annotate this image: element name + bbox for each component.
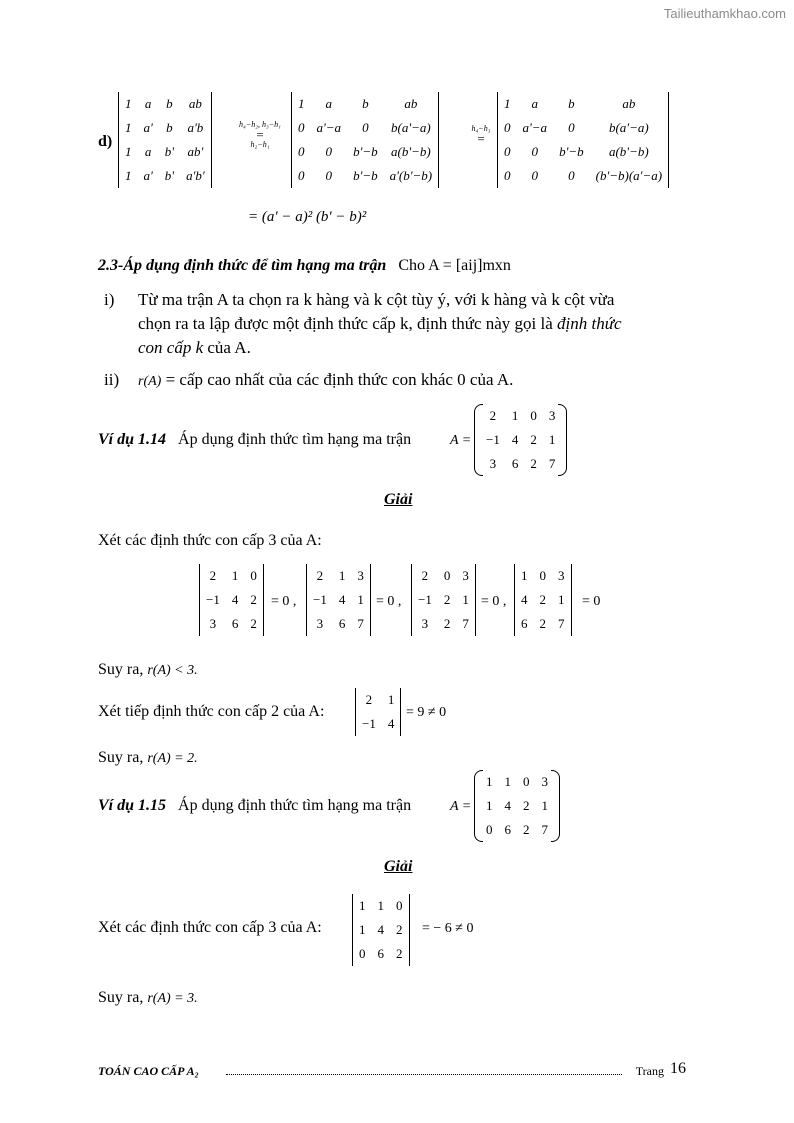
matrix-cell: 0 bbox=[504, 144, 511, 159]
ex14-matrix-table bbox=[480, 404, 561, 476]
footer bbox=[98, 1060, 686, 1079]
matrix-cell: 1 bbox=[511, 408, 519, 423]
matrix-cell: 2 bbox=[523, 822, 530, 837]
matrix-cell: 2 bbox=[530, 456, 537, 471]
matrix-cell: −1 bbox=[206, 592, 220, 607]
matrix-cell: 1 bbox=[125, 120, 132, 135]
matrix-def: Cho A = [aij]mxn bbox=[398, 257, 511, 274]
ex14-conclusion-2 bbox=[98, 748, 198, 769]
matrix-cell: 0 bbox=[298, 120, 305, 135]
matrix-cell: 7 bbox=[541, 822, 548, 837]
ex15-suy-math: r(A) = 3. bbox=[147, 991, 198, 1006]
ex15-lhs: A = bbox=[450, 799, 472, 814]
matrix-cell: b'−b bbox=[353, 168, 378, 183]
matrix-cell: 1 bbox=[377, 898, 384, 913]
matrix-cell: 6 bbox=[338, 616, 346, 631]
ex14-conclusion-1 bbox=[98, 660, 198, 681]
matrix-cell: 0 bbox=[396, 898, 403, 913]
matrix-cell: 6 bbox=[521, 616, 528, 631]
footer-dots bbox=[226, 1074, 622, 1075]
matrix-cell: b bbox=[568, 96, 575, 111]
matrix-cell: 1 bbox=[486, 774, 493, 789]
ex15-matrix-table bbox=[480, 770, 554, 842]
matrix-cell: 4 bbox=[377, 922, 384, 937]
paren-left bbox=[474, 404, 483, 476]
matrix-cell: 0 bbox=[523, 774, 530, 789]
matrix-cell: b(a'−a) bbox=[391, 120, 431, 135]
matrix-cell: 0 bbox=[486, 822, 493, 837]
matrix-cell: −1 bbox=[362, 716, 376, 731]
matrix-cell: 2 bbox=[316, 568, 324, 583]
matrix-cell: 2 bbox=[443, 616, 451, 631]
row-op-1-bot: h₂−h₁ bbox=[250, 140, 270, 149]
item-ii-num: ii) bbox=[104, 370, 120, 389]
matrix-cell: 4 bbox=[387, 716, 395, 731]
matrix-cell: 3 bbox=[462, 568, 469, 583]
matrix-cell: 0 bbox=[531, 168, 539, 183]
matrix-cell: 3 bbox=[489, 456, 497, 471]
matrix-cell: b' bbox=[164, 144, 175, 159]
ex15-conclusion bbox=[98, 988, 198, 1009]
ex14-line1: Xét các định thức con cấp 3 của A: bbox=[98, 532, 322, 549]
matrix-cell: 7 bbox=[558, 616, 565, 631]
part-d-result: = (a' − a)² (b' − b)² bbox=[248, 209, 367, 225]
matrix-cell: 1 bbox=[504, 96, 511, 111]
item-i-num: i) bbox=[104, 290, 115, 309]
matrix-cell: 3 bbox=[541, 774, 548, 789]
matrix-cell: ab' bbox=[187, 144, 204, 159]
det-d2 bbox=[291, 92, 439, 188]
ex14-solution-title: Giải bbox=[384, 491, 413, 508]
ex15-det-table bbox=[352, 894, 410, 966]
matrix-cell: 6 bbox=[511, 456, 519, 471]
matrix-cell: 1 bbox=[125, 168, 132, 183]
matrix-cell: 7 bbox=[462, 616, 469, 631]
row-op-1-top: h₄−h₂, h₃−h₁ bbox=[239, 120, 281, 129]
ex14-det-4 bbox=[514, 564, 572, 636]
ex14-suy1-label: Suy ra, bbox=[98, 661, 144, 678]
row-op-2-eq: = bbox=[477, 131, 485, 146]
item-i-term1: định thức bbox=[557, 314, 622, 333]
matrix-cell: 1 bbox=[338, 568, 346, 583]
matrix-cell: 6 bbox=[504, 822, 511, 837]
matrix-cell: 2 bbox=[421, 568, 429, 583]
item-i-line2 bbox=[138, 314, 622, 334]
item-i-term2: con cấp k bbox=[138, 338, 204, 357]
ex14-lhs: A = bbox=[450, 433, 472, 448]
matrix-cell: 3 bbox=[548, 408, 556, 423]
matrix-cell: −1 bbox=[418, 592, 432, 607]
footer-course: TOÁN CAO CẤP A₂ bbox=[98, 1064, 199, 1078]
row-op-2 bbox=[466, 124, 496, 144]
matrix-cell: a'−a bbox=[316, 120, 342, 135]
item-ii-ra: r(A) bbox=[138, 374, 162, 389]
ex14-line bbox=[98, 430, 411, 450]
ex14-eq-3: = 0 , bbox=[481, 594, 507, 609]
matrix-cell: −1 bbox=[313, 592, 327, 607]
matrix-cell: 2 bbox=[250, 616, 257, 631]
item-ii-line bbox=[138, 370, 513, 392]
paren-right bbox=[558, 404, 567, 476]
matrix-cell: 0 bbox=[568, 120, 575, 135]
matrix-cell: 0 bbox=[362, 120, 369, 135]
watermark: Tailieuthamkhao.com bbox=[663, 6, 786, 21]
matrix-cell: a(b'−b) bbox=[608, 144, 649, 159]
item-i-line1: Từ ma trận A ta chọn ra k hàng và k cột tùy ý, với k hàng và k cột vừa bbox=[138, 290, 615, 309]
ex14-line2: Xét tiếp định thức con cấp 2 của A: bbox=[98, 703, 325, 720]
matrix-cell: 1 bbox=[541, 798, 548, 813]
section-title: 2.3-Áp dụng định thức để tìm hạng ma trận bbox=[98, 257, 387, 274]
ex15-matrix bbox=[480, 770, 554, 842]
ex14-det-1 bbox=[199, 564, 264, 636]
row-op-2-text: h₄−h₃ bbox=[471, 124, 491, 133]
matrix-cell: 2 bbox=[396, 922, 403, 937]
matrix-cell: ab bbox=[188, 96, 202, 111]
ex14-suy1-math: r(A) < 3. bbox=[147, 663, 198, 678]
matrix-cell: 3 bbox=[421, 616, 429, 631]
matrix-cell: 2 bbox=[209, 568, 217, 583]
matrix-cell: b'−b bbox=[353, 144, 378, 159]
matrix-cell: ab bbox=[404, 96, 418, 111]
ex14-det2 bbox=[355, 688, 401, 736]
matrix-cell: a' bbox=[143, 168, 153, 183]
matrix-cell: 4 bbox=[231, 592, 239, 607]
matrix-cell: 1 bbox=[357, 592, 364, 607]
matrix-cell: a bbox=[144, 144, 152, 159]
ex15-solution-title: Giải bbox=[384, 858, 413, 875]
footer-page-number: 16 bbox=[670, 1060, 686, 1077]
ex14-suy2-label: Suy ra, bbox=[98, 749, 144, 766]
matrix-cell: 0 bbox=[531, 144, 539, 159]
matrix-cell: 0 bbox=[504, 168, 511, 183]
matrix-cell: 0 bbox=[298, 144, 305, 159]
ex14-det-3 bbox=[411, 564, 476, 636]
footer-page-label: Trang bbox=[635, 1064, 664, 1078]
ex14-det-2-table bbox=[306, 564, 371, 636]
row-op-1-eq: = bbox=[256, 127, 264, 142]
det-d2-table bbox=[291, 92, 439, 188]
matrix-cell: 0 bbox=[359, 946, 366, 961]
matrix-cell: 2 bbox=[530, 432, 537, 447]
matrix-cell: 7 bbox=[548, 456, 556, 471]
ex15-det-value: = − 6 ≠ 0 bbox=[422, 921, 474, 936]
item-i-text: chọn ra ta lập được một định thức cấp k, định thức này gọi là bbox=[138, 314, 553, 333]
det-d1-table bbox=[118, 92, 212, 188]
matrix-cell: 2 bbox=[489, 408, 497, 423]
matrix-cell: (b'−b)(a'−a) bbox=[595, 168, 663, 183]
matrix-cell: b'−b bbox=[559, 144, 584, 159]
matrix-cell: a' bbox=[143, 120, 153, 135]
matrix-cell: 0 bbox=[443, 568, 451, 583]
ex14-det-2 bbox=[306, 564, 371, 636]
ex14-text: Áp dụng định thức tìm hạng ma trận bbox=[178, 431, 412, 448]
matrix-cell: 2 bbox=[365, 692, 373, 707]
matrix-cell: 1 bbox=[298, 96, 305, 111]
ex15-text: Áp dụng định thức tìm hạng ma trận bbox=[178, 797, 412, 814]
item-ii-text: = cấp cao nhất của các định thức con khác 0 của A. bbox=[165, 370, 514, 389]
section-heading bbox=[98, 256, 511, 276]
ex14-matrix bbox=[480, 404, 561, 476]
matrix-cell: 3 bbox=[357, 568, 364, 583]
item-i-tail: của A. bbox=[207, 338, 251, 357]
matrix-cell: a'b bbox=[187, 120, 204, 135]
matrix-cell: 3 bbox=[316, 616, 324, 631]
ex15-line1: Xét các định thức con cấp 3 của A: bbox=[98, 919, 322, 936]
matrix-cell: 0 bbox=[298, 168, 305, 183]
ex14-det-3-table bbox=[411, 564, 476, 636]
matrix-cell: 6 bbox=[231, 616, 239, 631]
part-d-label: d) bbox=[98, 133, 113, 150]
ex15-suy-label: Suy ra, bbox=[98, 989, 144, 1006]
matrix-cell: 4 bbox=[338, 592, 346, 607]
matrix-cell: 1 bbox=[125, 96, 132, 111]
matrix-cell: 2 bbox=[539, 616, 546, 631]
matrix-cell: b bbox=[166, 96, 173, 111]
matrix-cell: 1 bbox=[231, 568, 239, 583]
ex15-label: Ví dụ 1.15 bbox=[98, 797, 167, 814]
ex14-det-1-table bbox=[199, 564, 264, 636]
matrix-cell: 4 bbox=[504, 798, 511, 813]
ex14-eq-2: = 0 , bbox=[376, 594, 402, 609]
matrix-cell: a bbox=[144, 96, 152, 111]
matrix-cell: 0 bbox=[325, 144, 333, 159]
matrix-cell: 1 bbox=[558, 592, 565, 607]
matrix-cell: 4 bbox=[521, 592, 528, 607]
ex14-suy2-math: r(A) = 2. bbox=[147, 751, 198, 766]
matrix-cell: 2 bbox=[250, 592, 257, 607]
matrix-cell: 0 bbox=[504, 120, 511, 135]
matrix-cell: a(b'−b) bbox=[391, 144, 431, 159]
matrix-cell: 6 bbox=[377, 946, 384, 961]
matrix-cell: a'b' bbox=[186, 168, 205, 183]
ex14-label: Ví dụ 1.14 bbox=[98, 431, 167, 448]
matrix-cell: 0 bbox=[539, 568, 546, 583]
matrix-cell: a'−a bbox=[522, 120, 548, 135]
item-i-line3 bbox=[138, 338, 251, 358]
matrix-cell: 1 bbox=[486, 798, 493, 813]
matrix-cell: 0 bbox=[530, 408, 537, 423]
matrix-cell: 0 bbox=[250, 568, 257, 583]
matrix-cell: 1 bbox=[359, 922, 366, 937]
paren-left bbox=[474, 770, 483, 842]
matrix-cell: b(a'−a) bbox=[608, 120, 649, 135]
matrix-cell: b bbox=[166, 120, 173, 135]
matrix-cell: 1 bbox=[387, 692, 395, 707]
matrix-cell: a bbox=[531, 96, 539, 111]
matrix-cell: 1 bbox=[548, 432, 556, 447]
det-d3-table bbox=[497, 92, 669, 188]
matrix-cell: b' bbox=[164, 168, 175, 183]
matrix-cell: 3 bbox=[209, 616, 217, 631]
ex15-det bbox=[352, 894, 410, 966]
matrix-cell: 2 bbox=[396, 946, 403, 961]
matrix-cell: 3 bbox=[558, 568, 565, 583]
matrix-cell: a bbox=[325, 96, 333, 111]
matrix-cell: 1 bbox=[462, 592, 469, 607]
matrix-cell: 2 bbox=[523, 798, 530, 813]
ex14-det2-table bbox=[355, 688, 401, 736]
det-d3 bbox=[497, 92, 669, 188]
row-op-1 bbox=[228, 120, 292, 150]
matrix-cell: 0 bbox=[568, 168, 575, 183]
matrix-cell: ab bbox=[622, 96, 636, 111]
matrix-cell: a'(b'−b) bbox=[389, 168, 433, 183]
matrix-cell: 1 bbox=[504, 774, 511, 789]
ex15-line bbox=[98, 796, 411, 816]
matrix-cell: 1 bbox=[521, 568, 528, 583]
matrix-cell: 2 bbox=[443, 592, 451, 607]
matrix-cell: b bbox=[362, 96, 369, 111]
ex14-det-4-table bbox=[514, 564, 572, 636]
matrix-cell: 2 bbox=[539, 592, 546, 607]
matrix-cell: 1 bbox=[359, 898, 366, 913]
ex14-eq-1: = 0 , bbox=[271, 594, 297, 609]
ex14-det2-value: = 9 ≠ 0 bbox=[406, 705, 447, 720]
matrix-cell: 1 bbox=[125, 144, 132, 159]
matrix-cell: 0 bbox=[325, 168, 333, 183]
matrix-cell: 7 bbox=[357, 616, 364, 631]
paren-right bbox=[551, 770, 560, 842]
det-d1 bbox=[118, 92, 212, 188]
matrix-cell: 4 bbox=[511, 432, 519, 447]
matrix-cell: −1 bbox=[486, 432, 500, 447]
ex14-eq-4: = 0 bbox=[582, 594, 601, 609]
